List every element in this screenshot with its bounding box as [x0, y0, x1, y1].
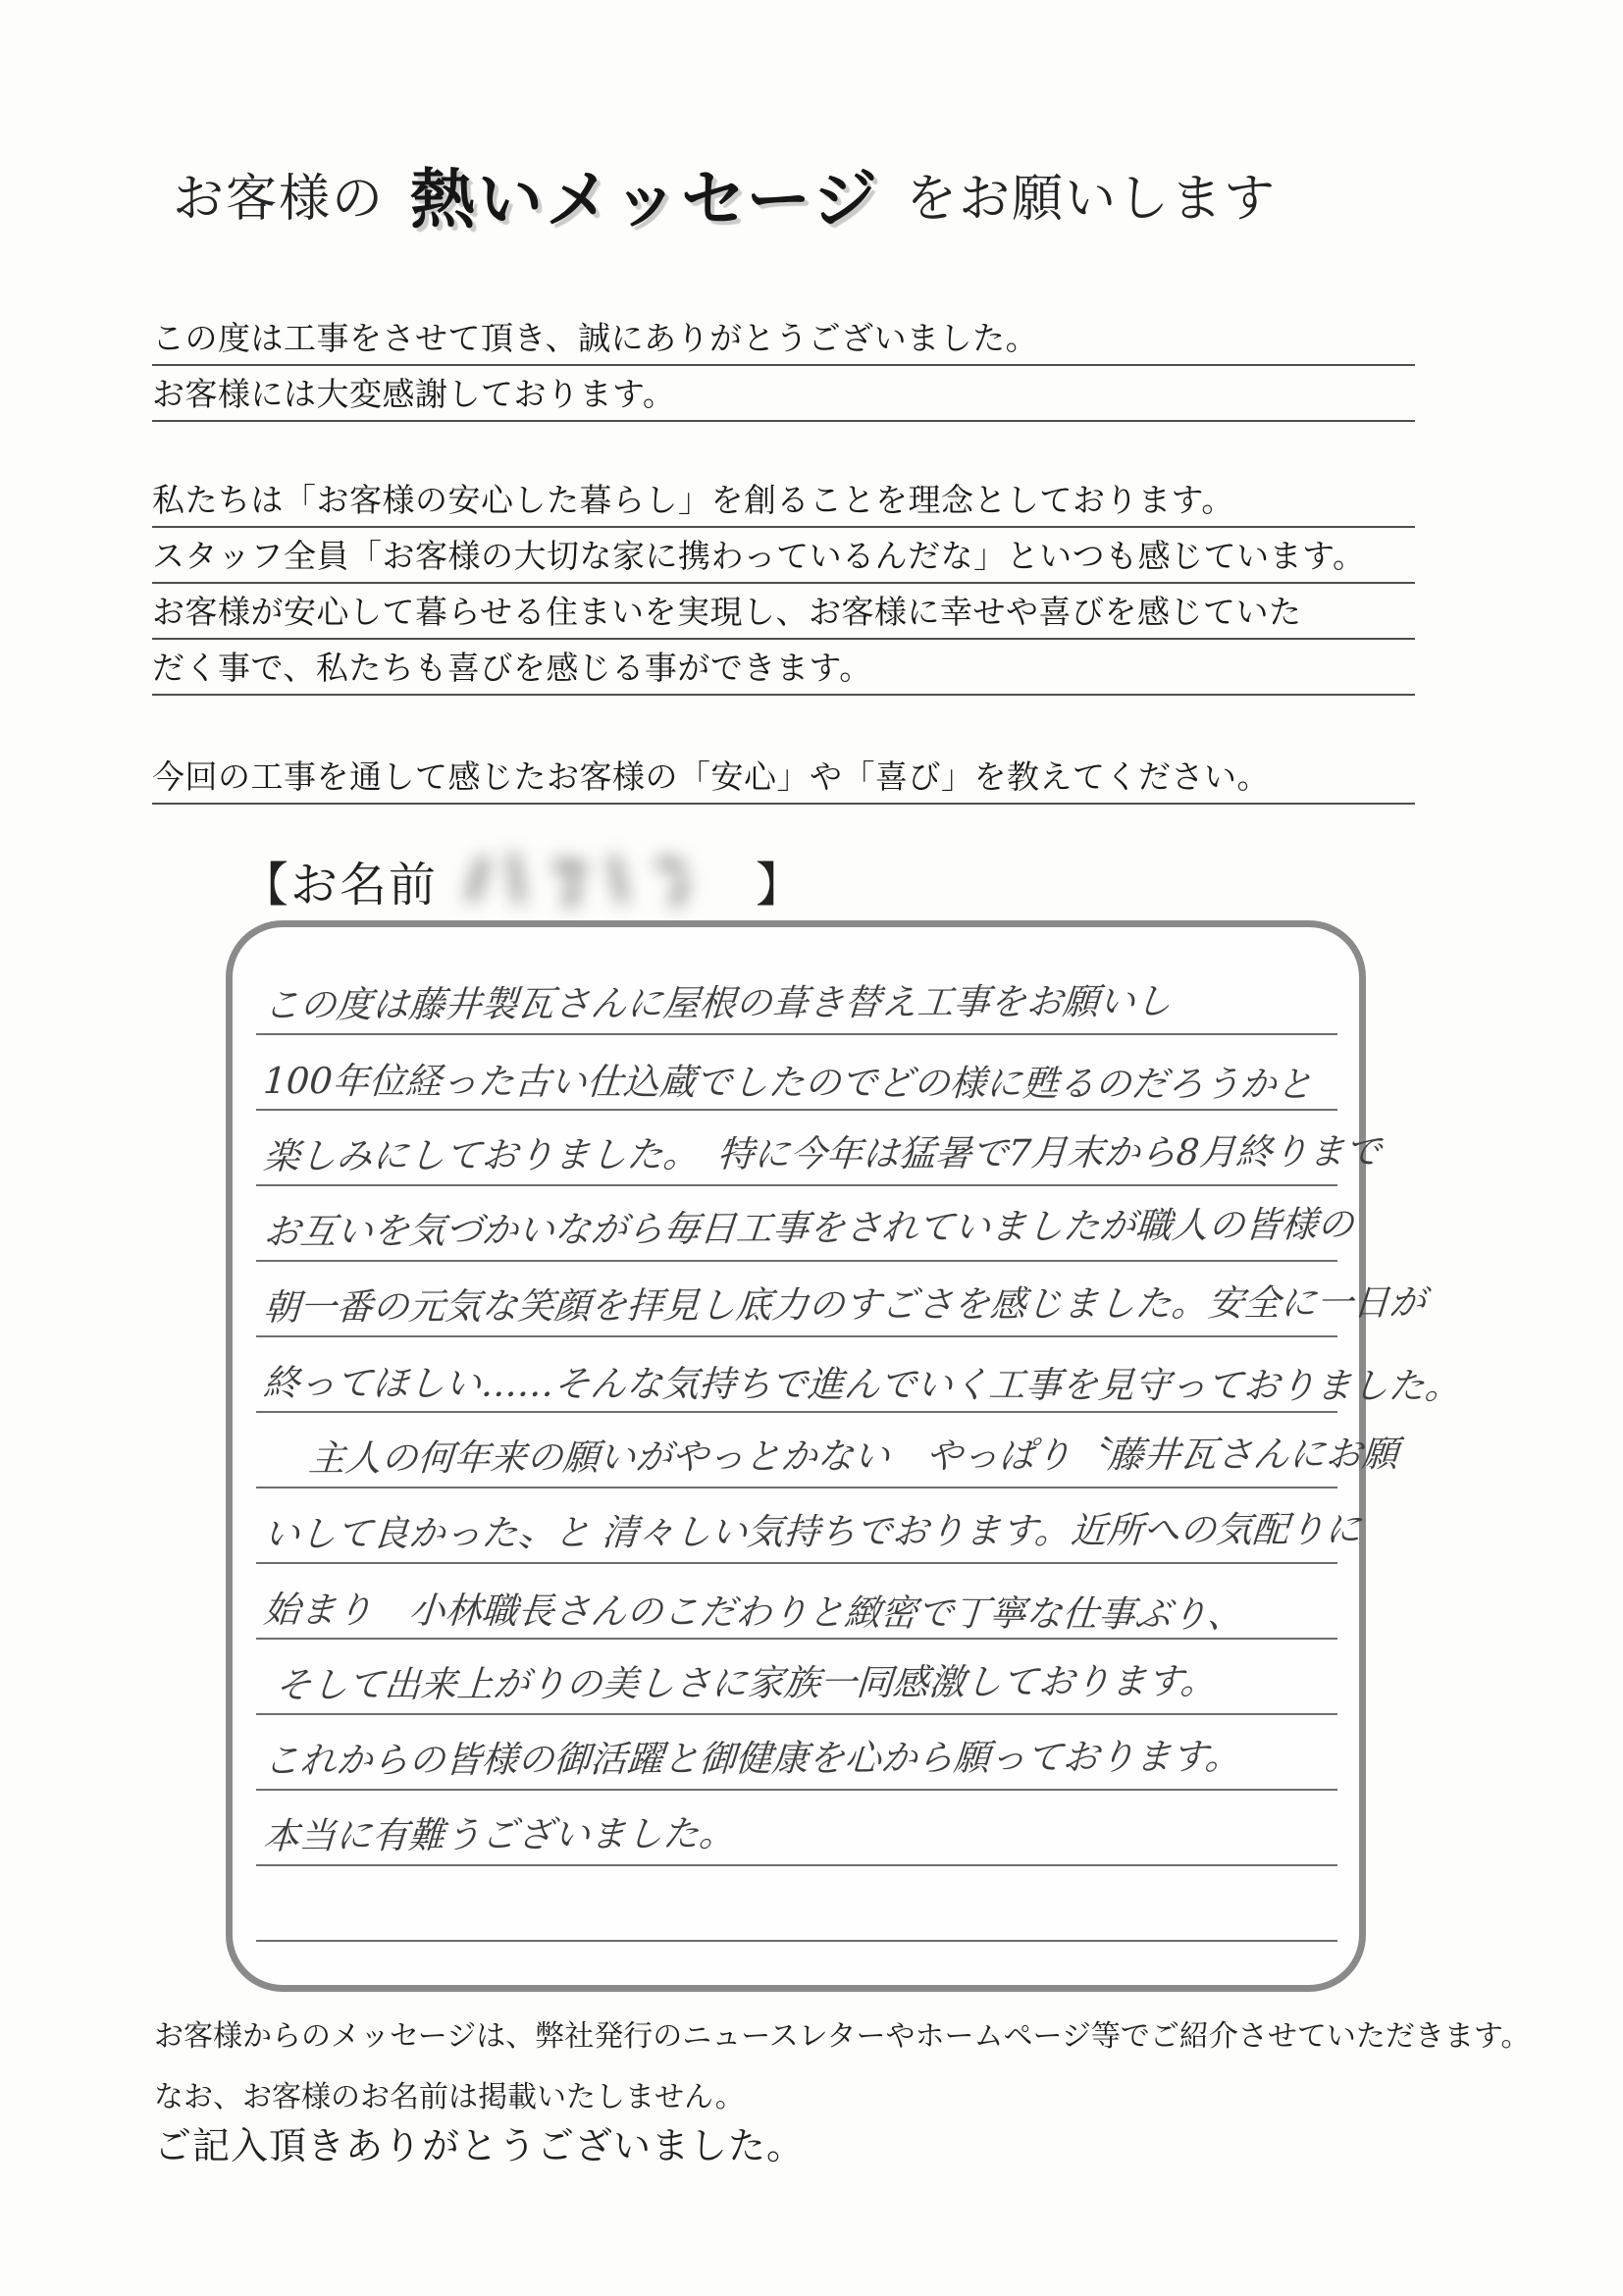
- handwritten-line: 終ってほしい……そんな気持ちで進んでいく工事を見守っておりました。: [262, 1362, 1462, 1408]
- message-row: [256, 1337, 1462, 1413]
- message-row-empty: [256, 1866, 1337, 1942]
- name-label-close: 】: [756, 859, 806, 912]
- message-row: [256, 1640, 1337, 1715]
- handwritten-line: 朝一番の元気な笑顔を拝見し底力のすごさを感じました。安全に一日が: [262, 1280, 1428, 1329]
- title-emphasis: 熱いメッセージ: [410, 163, 881, 235]
- handwritten-message-box: [226, 920, 1462, 1992]
- handwritten-line: いして良かった〟と 清々しい気持ちでおります。近所への気配りに: [262, 1508, 1363, 1555]
- footer-thanks: ご記入頂きありがとうございました。: [154, 2126, 806, 2167]
- handwritten-line: この度は藤井製瓦さんに屋根の葺き替え工事をお願いし: [262, 979, 1174, 1026]
- message-row: [256, 1488, 1363, 1564]
- footer-note-publication: お客様からのメッセージは、弊社発行のニュースレターやホームページ等でご紹介させていただきます。: [154, 2020, 1531, 2053]
- title-suffix: をお願いします: [906, 171, 1278, 228]
- message-row: [256, 1564, 1337, 1640]
- message-row: [256, 1791, 1337, 1866]
- thanks-section: [152, 310, 1415, 422]
- printed-line: スタッフ全員「お客様の大切な家に携わっているんだな」といつも感じています。: [152, 528, 1415, 584]
- handwritten-line: 楽しみにしておりました。 特に今年は猛暑で7月末から8月終りまで: [262, 1130, 1383, 1177]
- message-row: [256, 1111, 1383, 1186]
- name-field-row: [241, 842, 805, 918]
- page-title: [173, 147, 1277, 240]
- message-row: [256, 960, 1337, 1035]
- message-row: [256, 1035, 1337, 1111]
- message-row: [256, 1186, 1356, 1262]
- handwritten-line: これからの皆様の御活躍と御健康を心から願っております。: [262, 1735, 1243, 1782]
- footer-note-anonymity: なお、お客様のお名前は掲載いたしません。: [154, 2081, 745, 2113]
- printed-line: お客様には大変感謝しております。: [152, 366, 1415, 422]
- message-row: [256, 1413, 1400, 1488]
- prompt-section: [152, 749, 1415, 805]
- message-row: [256, 1715, 1337, 1791]
- printed-line: だく事で、私たちも喜びを感じる事ができます。: [152, 640, 1415, 696]
- title-prefix: お客様の: [173, 171, 386, 228]
- message-row: [256, 1262, 1428, 1337]
- handwritten-line: お互いを気づかいながら毎日工事をされていましたが職人の皆様の: [262, 1203, 1356, 1253]
- printed-line: 私たちは「お客様の安心した暮らし」を創ることを理念としております。: [152, 472, 1415, 528]
- printed-line: お客様が安心して暮らせる住まいを実現し、お客様に幸せや喜びを感じていた: [152, 584, 1415, 640]
- prompt-line: 今回の工事を通して感じたお客様の「安心」や「喜び」を教えてください。: [152, 749, 1415, 805]
- handwritten-line: 始まり 小林職長さんのこだわりと緻密で丁寧な仕事ぶり、: [262, 1589, 1246, 1637]
- handwritten-line: 主人の何年来の願いがやっとかない やっぱり〝藤井瓦さんにお願: [307, 1433, 1400, 1480]
- handwritten-line: 100年位経った古い仕込蔵でしたのでどの様に甦るのだろうかと: [262, 1060, 1314, 1106]
- handwritten-line: 本当に有難うございました。: [262, 1812, 737, 1857]
- handwritten-line: そして出来上がりの美しさに家族一同感激しております。: [274, 1659, 1219, 1706]
- name-label-open: 【お名前: [241, 859, 439, 912]
- philosophy-section: [152, 472, 1415, 696]
- customer-name-redacted: [463, 846, 726, 914]
- printed-line: この度は工事をさせて頂き、誠にありがとうございました。: [152, 310, 1415, 366]
